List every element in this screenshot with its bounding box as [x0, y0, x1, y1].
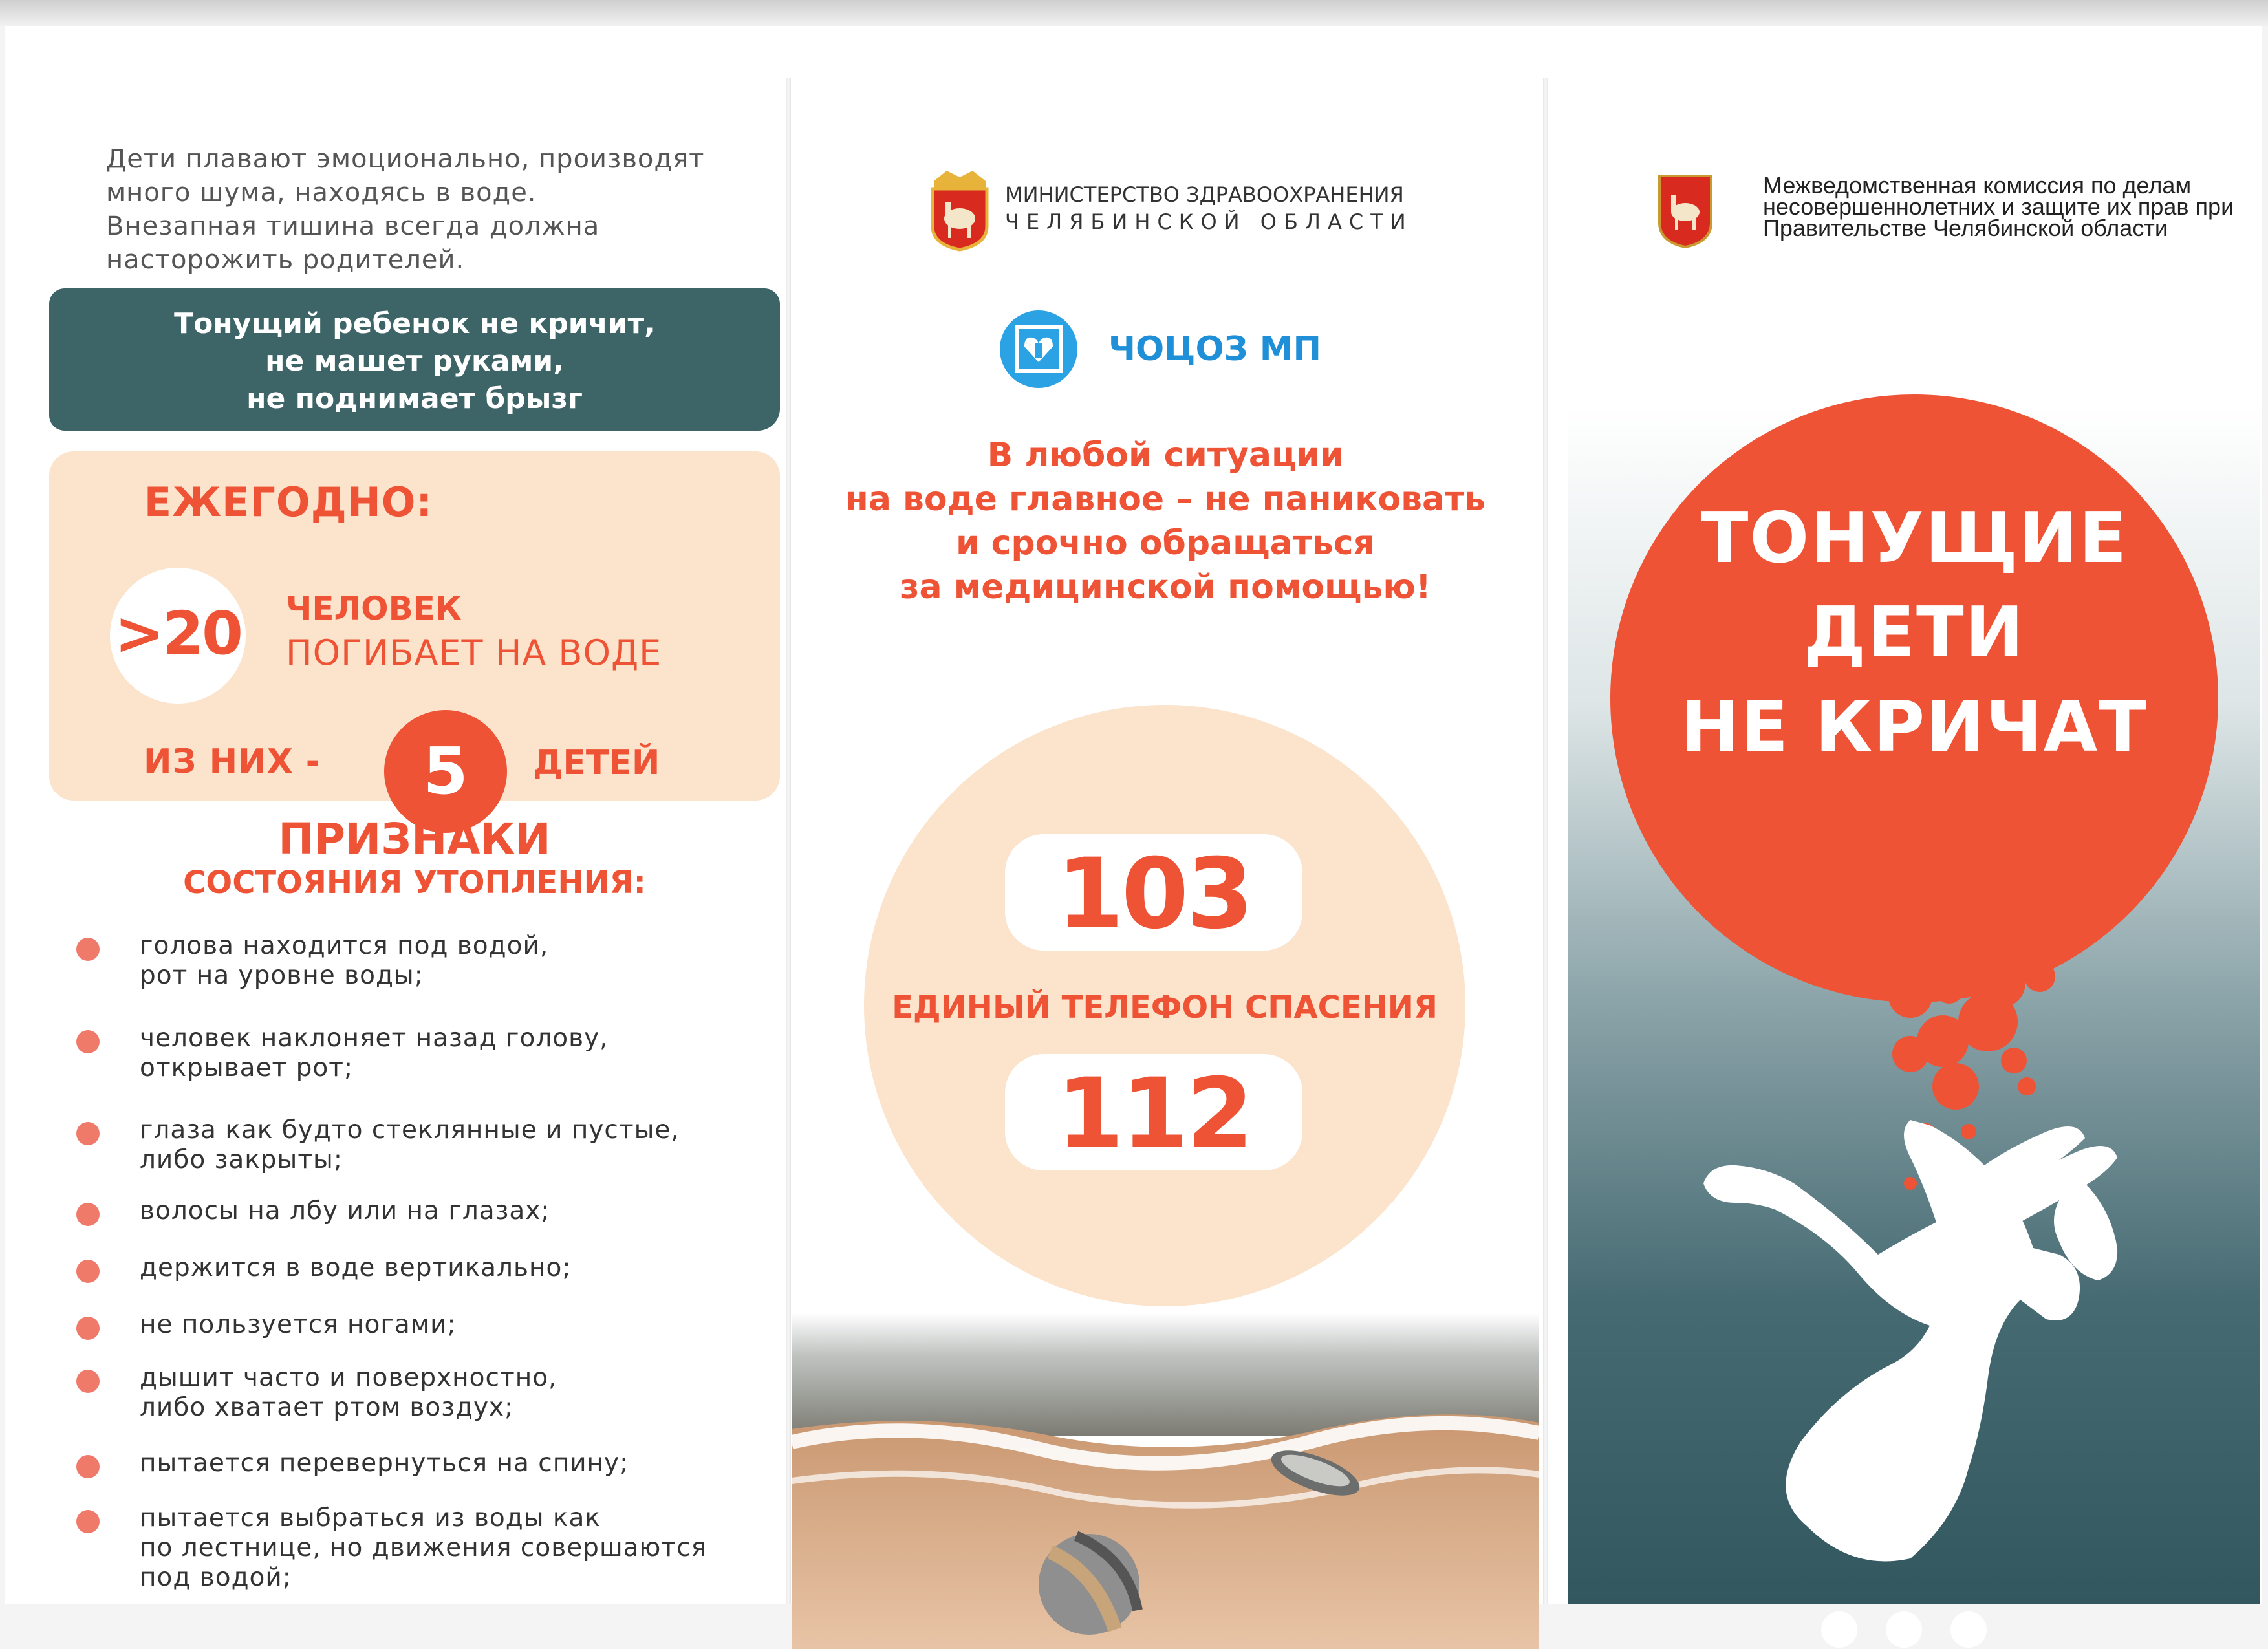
- title-line: НЕ КРИЧАТ: [1680, 687, 2148, 768]
- commission-line: Правительстве Челябинской области: [1763, 215, 2168, 241]
- title-line: ДЕТИ: [1803, 592, 2025, 673]
- phone-label: ЕДИНЫЙ ТЕЛЕФОН СПАСЕНИЯ: [892, 989, 1438, 1026]
- sign-line: либо закрыты;: [140, 1145, 343, 1174]
- title-circle: [1610, 394, 2218, 1002]
- slogan-line: на воде главное – не паниковать: [845, 480, 1486, 519]
- scan-edge: [0, 0, 2268, 26]
- bullet-dot-icon: [76, 938, 100, 961]
- intro-line: Внезапная тишина всегда должна: [106, 211, 600, 241]
- center-name: ЧОЦОЗ МП: [1108, 330, 1321, 369]
- sign-line: глаза как будто стеклянные и пустые,: [140, 1116, 680, 1145]
- stats-of-them: ИЗ НИХ -: [144, 742, 321, 781]
- sign-line: человек наклоняет назад голову,: [140, 1024, 609, 1053]
- intro-text: [106, 142, 785, 277]
- list-item: [13, 1116, 680, 1175]
- fold-line: [1543, 78, 1548, 1604]
- sign-line: держится в воде вертикально;: [140, 1253, 572, 1282]
- list-item: [13, 1196, 550, 1226]
- intro-line: Дети плавают эмоционально, производят: [106, 144, 705, 174]
- sign-line: не пользуется ногами;: [140, 1310, 457, 1339]
- sign-line: либо хватает ртом воздух;: [140, 1393, 514, 1422]
- commission-name: [1763, 172, 2234, 241]
- warning-line: не поднимает брызг: [246, 382, 583, 415]
- bullet-dot-icon: [76, 1317, 100, 1340]
- sign-line: волосы на лбу или на глазах;: [140, 1196, 550, 1225]
- phone-box: [1005, 834, 1302, 951]
- sign-line: по лестнице, но движения совершаются: [140, 1533, 707, 1562]
- commission-line: Межведомственная комиссия по делам: [1763, 172, 2192, 199]
- bullet-dot-icon: [76, 1510, 100, 1533]
- list-item: [13, 1253, 571, 1283]
- title-line: ТОНУЩИЕ: [1700, 498, 2128, 579]
- sign-line: голова находится под водой,: [140, 931, 549, 960]
- dots-icon: [1820, 1610, 1988, 1649]
- coat-of-arms-icon: [927, 168, 992, 252]
- bullet-dot-icon: [76, 1203, 100, 1226]
- middle-panel: [792, 45, 1539, 1604]
- slogan-line: и срочно обращаться: [956, 524, 1375, 563]
- chotsoz-logo-icon: [1000, 310, 1077, 388]
- count-value: >20: [114, 599, 242, 668]
- beach-ball-icon: [1039, 1534, 1139, 1635]
- ministry-name: [1005, 181, 1413, 235]
- sign-line: рот на уровне воды;: [140, 961, 424, 990]
- signs-subtitle: СОСТОЯНИЯ УТОПЛЕНИЯ:: [183, 865, 646, 901]
- stats-box: [49, 451, 780, 809]
- list-item: [13, 1449, 629, 1478]
- bullet-dot-icon: [76, 1260, 100, 1283]
- signs-title: ПРИЗНАКИ: [278, 814, 551, 864]
- phone-number: 112: [1056, 1058, 1251, 1170]
- slogan: [792, 433, 1539, 609]
- warning-line: Тонущий ребенок не кричит,: [174, 307, 655, 340]
- ministry-line2: ЧЕЛЯБИНСКОЙ ОБЛАСТИ: [1005, 210, 1413, 234]
- count-badge: [110, 568, 246, 704]
- sign-line: открывает рот;: [140, 1053, 354, 1083]
- list-item: [13, 1503, 707, 1593]
- list-item: [13, 1024, 609, 1083]
- intro-line: насторожить родителей.: [106, 245, 465, 275]
- intro-line: много шума, находясь в воде.: [106, 178, 537, 208]
- list-item: [13, 931, 548, 991]
- bullet-dot-icon: [76, 1122, 100, 1145]
- right-panel: [1548, 45, 2268, 1604]
- bullet-dot-icon: [76, 1030, 100, 1053]
- phone-number: 103: [1056, 838, 1251, 951]
- drowning-child-silhouette: [1697, 1106, 2188, 1571]
- sign-line: под водой;: [140, 1563, 292, 1592]
- left-panel: [13, 45, 783, 1604]
- sign-line: пытается выбраться из воды как: [140, 1503, 601, 1533]
- list-item: [13, 1363, 557, 1423]
- slogan-line: В любой ситуации: [987, 436, 1344, 475]
- beach-illustration: [792, 1313, 1539, 1649]
- slogan-line: за медицинской помощью!: [900, 568, 1431, 607]
- stats-line2: ПОГИБАЕТ НА ВОДЕ: [286, 632, 662, 673]
- phones-circle: [864, 705, 1465, 1306]
- commission-line: несовершеннолетних и защите их прав при: [1763, 193, 2234, 220]
- bullet-dot-icon: [76, 1455, 100, 1478]
- signs-heading: [49, 815, 780, 901]
- sign-line: дышит часто и поверхностно,: [140, 1363, 557, 1392]
- stats-children: ДЕТЕЙ: [533, 744, 660, 782]
- fold-line: [786, 78, 791, 1604]
- bullet-dot-icon: [76, 1370, 100, 1393]
- coat-of-arms-icon: [1657, 172, 1714, 250]
- warning-line: не машет руками,: [265, 345, 564, 378]
- ministry-line1: МИНИСТЕРСТВО ЗДРАВООХРАНЕНИЯ: [1005, 182, 1404, 207]
- stats-heading: ЕЖЕГОДНО:: [144, 479, 433, 526]
- warning-box: [49, 288, 780, 431]
- stats-line1: ЧЕЛОВЕК: [286, 590, 462, 627]
- phone-box: [1005, 1054, 1302, 1170]
- sign-line: пытается перевернуться на спину;: [140, 1449, 629, 1478]
- list-item: [13, 1310, 457, 1340]
- children-count: 5: [423, 733, 468, 809]
- main-title: [1610, 491, 2218, 775]
